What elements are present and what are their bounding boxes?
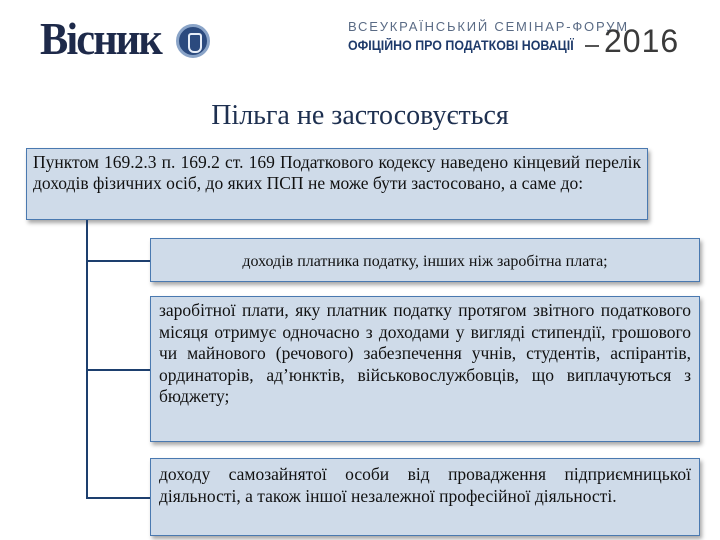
- forum-title: ВСЕУКРАЇНСЬКИЙ СЕМІНАР-ФОРУМ: [348, 19, 629, 34]
- forum-dash: [585, 45, 599, 47]
- forum-year: 2016: [604, 23, 680, 59]
- intro-box: Пунктом 169.2.3 п. 169.2 ст. 169 Податкового кодексу наведено кінцевий перелік доходів фізичних осіб, до яких ПСП не може бути застосовано, а саме до:: [26, 148, 648, 220]
- header: [0, 0, 720, 78]
- connector-item-3: [86, 497, 150, 499]
- slide-title: Пільга не застосовується: [211, 100, 509, 131]
- list-item: заробітної плати, яку платник податку протягом звітного податкового місяця отримує одночасно з доходами у вигляді стипендії, грошового чи майнового (речового) забезпечення учнів, студентів, аспірантів, ординаторів, ад’юнктів, військовослужбовців, що виплачуються з бюджету;: [150, 296, 700, 442]
- forum-banner: [348, 20, 688, 68]
- emblem-icon: [176, 24, 210, 58]
- list-item: доходу самозайнятої особи від провадження підприємницької діяльності, а також іншої незалежної професійної діяльності.: [150, 458, 700, 536]
- connector-item-1: [86, 260, 150, 262]
- connector-vertical: [86, 220, 88, 498]
- forum-subtitle: ОФІЦІЙНО ПРО ПОДАТКОВІ НОВАЦІЇ: [348, 38, 574, 53]
- connector-item-2: [86, 369, 150, 371]
- logo-wordmark: Вісник: [40, 13, 161, 64]
- visnyk-logo: [40, 14, 230, 68]
- list-item: доходів платника податку, інших ніж заробітна плата;: [150, 238, 700, 282]
